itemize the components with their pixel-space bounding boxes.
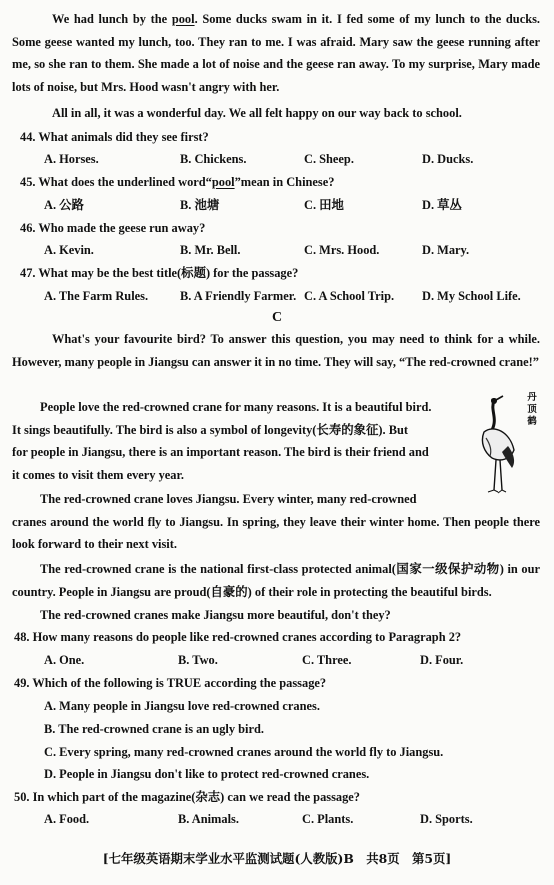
q48-option-c[interactable]: C. Three. <box>302 653 352 667</box>
q50-option-a[interactable]: A. Food. <box>44 812 90 826</box>
passage-c-paragraph-5: The red-crowned cranes make Jiangsu more beautiful, don't they? <box>40 608 391 622</box>
q48-option-d[interactable]: D. Four. <box>420 653 464 667</box>
passage-b-paragraph-2: All in all, it was a wonderful day. We all felt happy on our way back to school. <box>52 106 462 120</box>
q46-option-b[interactable]: B. Mr. Bell. <box>180 243 241 257</box>
q44-option-a[interactable]: A. Horses. <box>44 152 99 166</box>
question-45-options <box>0 196 554 214</box>
q45-option-d[interactable]: D. 草丛 <box>422 198 462 212</box>
passage-c-paragraph-2: People love the red-crowned crane for many reasons. It is a beautiful bird. It sings beautifully. The bird is also a symbol of longevity(长寿的象征). But for people in Jiangsu, there is an important reason. The bird is their friend and it comes to visit them every year. <box>12 400 432 482</box>
passage-c-paragraph-1: What's your favourite bird? To answer this question, you may need to think for a while. However, many people in Jiangsu can answer it in no time. They will say, “The red-crowned crane!” <box>12 332 540 369</box>
q45-option-c[interactable]: C. 田地 <box>304 198 344 212</box>
q49-option-c[interactable]: C. Every spring, many red-crowned cranes around the world fly to Jiangsu. <box>44 745 444 759</box>
question-48-stem: 48. How many reasons do people like red-crowned cranes according to Paragraph 2? <box>14 630 462 644</box>
question-44-options <box>0 150 554 168</box>
q50-option-b[interactable]: B. Animals. <box>178 812 239 826</box>
q44-option-b[interactable]: B. Chickens. <box>180 152 247 166</box>
crane-caption: 丹顶鹤 <box>527 392 537 427</box>
question-46-options <box>0 241 554 259</box>
q50-option-d[interactable]: D. Sports. <box>420 812 473 826</box>
question-48-options <box>0 651 554 669</box>
underlined-word-pool-q45: pool <box>211 175 235 189</box>
q49-option-b[interactable]: B. The red-crowned crane is an ugly bird. <box>44 722 264 736</box>
q44-option-d[interactable]: D. Ducks. <box>422 152 474 166</box>
q48-option-a[interactable]: A. One. <box>44 653 85 667</box>
q45-option-a[interactable]: A. 公路 <box>44 198 84 212</box>
question-50-stem: 50. In which part of the magazine(杂志) can we read the passage? <box>14 790 360 804</box>
question-47-stem: 47. What may be the best title(标题) for the passage? <box>20 266 299 280</box>
q46-option-c[interactable]: C. Mrs. Hood. <box>304 243 380 257</box>
q47-option-a[interactable]: A. The Farm Rules. <box>44 289 149 303</box>
section-c-heading: C <box>271 310 283 325</box>
q49-option-d[interactable]: D. People in Jiangsu don't like to protect red-crowned cranes. <box>44 767 370 781</box>
passage-b-paragraph-1: We had lunch by the pool. Some ducks swam in it. I fed some of my lunch to the ducks. Some geese wanted my lunch, too. They ran to me. I was afraid. Mary saw the geese running after me, so she ran to them. She made a lot of noise and the geese ran away. To my surprise, Mary made lots of noise, but Mrs. Hood wasn't angry with her. <box>12 12 540 94</box>
question-44-stem: 44. What animals did they see first? <box>20 130 209 144</box>
q50-option-c[interactable]: C. Plants. <box>302 812 354 826</box>
q46-option-a[interactable]: A. Kevin. <box>44 243 94 257</box>
passage-c-paragraph-4: The red-crowned crane is the national first-class protected animal(国家一级保护动物) in our country. People in Jiangsu are proud(自豪的) of their role in protecting the beautiful birds. <box>12 562 540 599</box>
q46-option-d[interactable]: D. Mary. <box>422 243 470 257</box>
q47-option-b[interactable]: B. A Friendly Farmer. <box>180 289 297 303</box>
passage-c-paragraph-3: The red-crowned crane loves Jiangsu. Every winter, many red-crowned cranes around the world fly to Jiangsu. In spring, they leave their winter home. Then people there look forward to their next visit. <box>12 492 540 552</box>
q45-option-b[interactable]: B. 池塘 <box>180 198 220 212</box>
question-47-options <box>0 287 554 305</box>
q47-option-c[interactable]: C. A School Trip. <box>304 289 395 303</box>
question-50-options <box>0 810 554 828</box>
question-49-stem: 49. Which of the following is TRUE according the passage? <box>14 676 327 690</box>
red-crowned-crane-illustration <box>470 388 544 498</box>
page-footer: [七年级英语期末学业水平监测试题(人教版)B 共8页 第5页] <box>102 851 452 866</box>
question-46-stem: 46. Who made the geese run away? <box>20 221 206 235</box>
q44-option-c[interactable]: C. Sheep. <box>304 152 354 166</box>
underlined-word-pool: pool <box>171 12 195 26</box>
question-45-stem: 45. What does the underlined word“pool”mean in Chinese? <box>20 175 335 189</box>
q49-option-a[interactable]: A. Many people in Jiangsu love red-crowned cranes. <box>44 699 320 713</box>
q48-option-b[interactable]: B. Two. <box>178 653 218 667</box>
q47-option-d[interactable]: D. My School Life. <box>422 289 521 303</box>
